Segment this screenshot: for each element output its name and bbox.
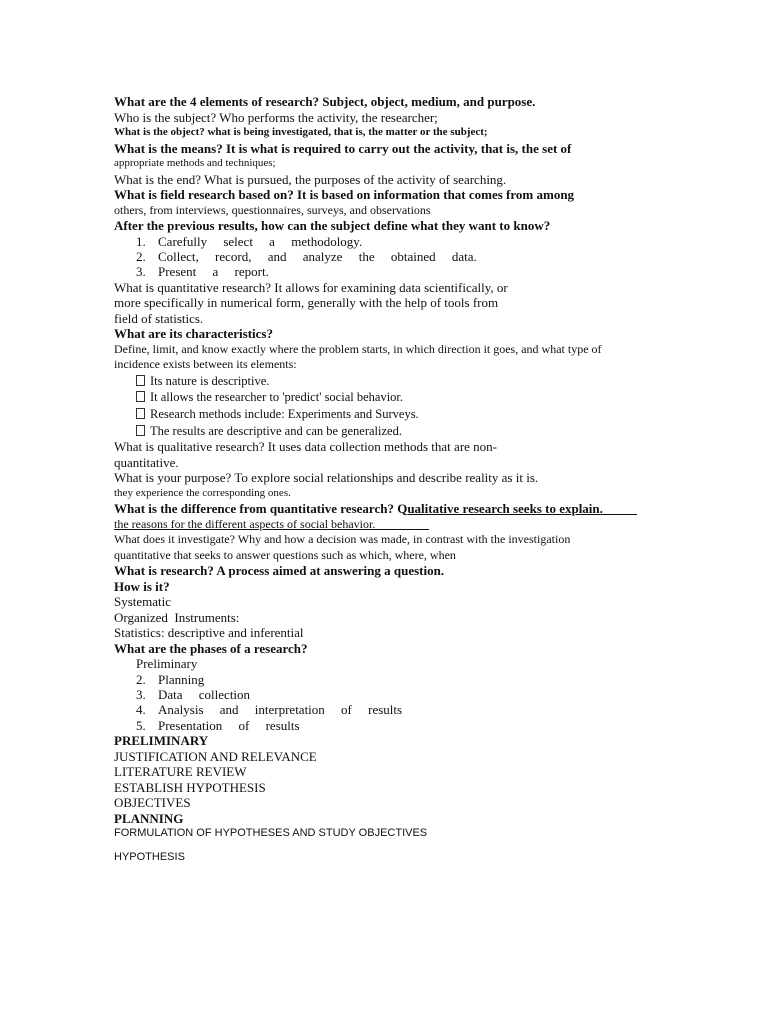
list-item: 3. Data collection — [136, 686, 251, 702]
question-phases: What are the phases of a research? — [114, 640, 308, 656]
question-what-is-research: What is research? A process aimed at answering a question. — [114, 563, 445, 579]
characteristics-definition: Define, limit, and know exactly where the problem starts, in which direction it goes, and what type of — [114, 341, 602, 356]
checkbox-glyph-icon — [136, 425, 145, 436]
section-formulation: FORMULATION OF HYPOTHESES AND STUDY OBJECTIVES — [114, 827, 428, 840]
investigate-continuation: quantitative that seeks to answer questions such as which, where, when — [114, 547, 456, 562]
purpose-continuation: they experience the corresponding ones. — [114, 486, 291, 499]
section-literature-review: LITERATURE REVIEW — [114, 764, 247, 780]
section-objectives: OBJECTIVES — [114, 795, 191, 811]
quantitative-continuation: more specifically in numerical form, generally with the help of tools from — [114, 295, 499, 311]
quantitative-definition: What is quantitative research? It allows for examining data scientifically, or — [114, 279, 508, 295]
trait-statistics: Statistics: descriptive and inferential — [114, 625, 304, 641]
list-item: Research methods include: Experiments and Surveys. — [136, 406, 664, 423]
section-heading-planning: PLANNING — [114, 810, 184, 826]
difference-continuation: the reasons for the different aspects of social behavior. — [114, 517, 664, 533]
quantitative-continuation-2: field of statistics. — [114, 310, 204, 326]
list-item: It allows the researcher to 'predict' social behavior. — [136, 389, 664, 406]
question-elements: What are the 4 elements of research? Subject, object, medium, and purpose. — [114, 94, 536, 109]
question-how: How is it? — [114, 578, 170, 594]
section-heading-preliminary: PRELIMINARY — [114, 733, 209, 749]
document-page — [114, 94, 664, 865]
list-item: 5. Presentation of results — [136, 717, 300, 733]
trait-organized: Organized Instruments: — [114, 609, 240, 625]
list-item: 4. Analysis and interpretation of results — [136, 702, 403, 718]
checkbox-glyph-icon — [136, 391, 145, 402]
list-item: 2. Collect, record, and analyze the obtained data. — [136, 248, 477, 264]
checkbox-glyph-icon — [136, 375, 145, 386]
trait-systematic: Systematic — [114, 594, 172, 610]
purpose-line: What is your purpose? To explore social relationships and describe reality as it is. — [114, 470, 539, 486]
characteristics-continuation: incidence exists between its elements: — [114, 357, 297, 372]
list-item: 1. Carefully select a methodology. — [136, 233, 363, 249]
list-item: Its nature is descriptive. — [136, 373, 664, 390]
question-previous-results: After the previous results, how can the subject define what they want to know? — [114, 218, 551, 233]
phases-list — [136, 656, 664, 733]
answer-subject: Who is the subject? Who performs the activity, the researcher; — [114, 109, 438, 125]
list-item: 3. Present a report. — [136, 264, 269, 280]
answer-object: What is the object? what is being investigated, that is, the matter or the subject; — [114, 126, 488, 138]
field-research-continuation: others, from interviews, questionnaires, surveys, and observations — [114, 202, 431, 217]
question-difference: What is the difference from quantitative research? Qualitative research seeks to explain. — [114, 501, 664, 517]
list-item: 2. Planning — [136, 671, 205, 687]
question-characteristics: What are its characteristics? — [114, 326, 273, 342]
answer-end: What is the end? What is pursued, the purposes of the activity of searching. — [114, 171, 507, 187]
list-item: The results are descriptive and can be generalized. — [136, 423, 664, 440]
checkbox-glyph-icon — [136, 408, 145, 419]
qualitative-definition: What is qualitative research? It uses data collection methods that are non- — [114, 439, 497, 455]
list-item: Preliminary — [136, 656, 198, 672]
section-establish-hypothesis: ESTABLISH HYPOTHESIS — [114, 779, 266, 795]
question-field-research: What is field research based on? It is based on information that comes from among — [114, 187, 575, 202]
investigate-line: What does it investigate? Why and how a decision was made, in contrast with the investigation — [114, 532, 571, 547]
qualitative-continuation: quantitative. — [114, 454, 179, 470]
means-continuation: appropriate methods and techniques; — [114, 157, 276, 169]
section-justification: JUSTIFICATION AND RELEVANCE — [114, 748, 317, 764]
question-means: What is the means? It is what is required to carry out the activity, that is, the set of — [114, 140, 572, 156]
section-hypothesis: HYPOTHESIS — [114, 850, 185, 863]
